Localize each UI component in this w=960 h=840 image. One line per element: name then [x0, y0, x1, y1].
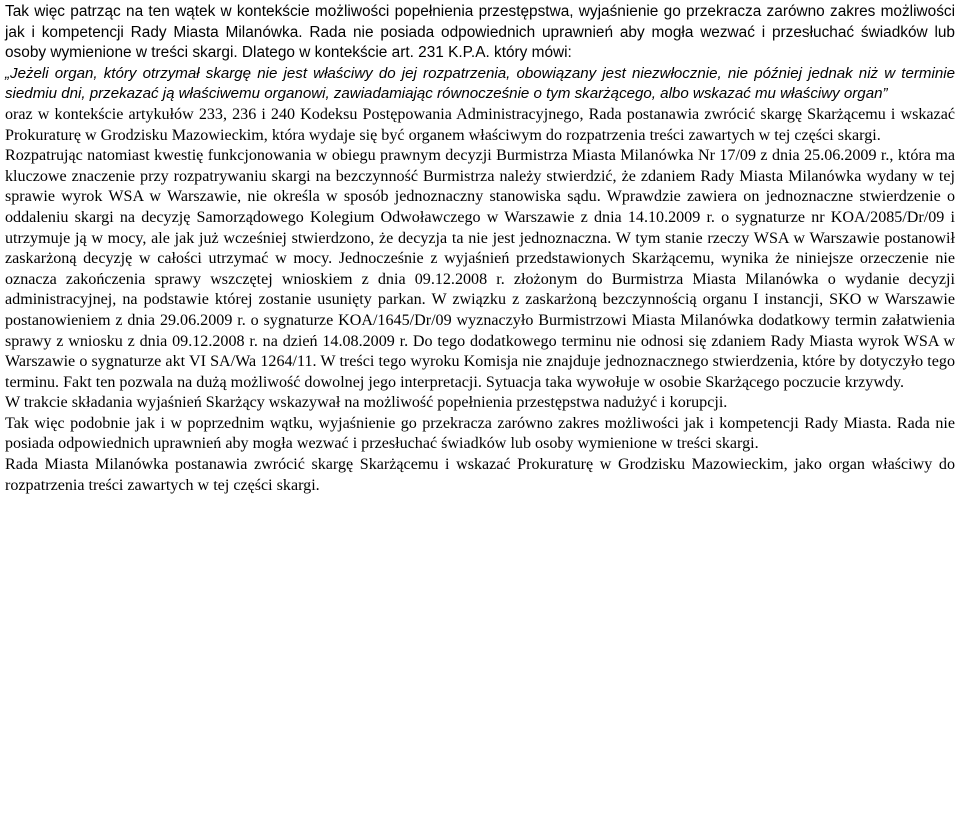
paragraph-decision-2: Rada Miasta Milanówka postanawia zwrócić skargę Skarżącemu i wskazać Prokuraturę w Grodzisku Mazowieckim, jako organ właściwy do rozpatrzenia treści zawartych w tej części skargi.: [5, 456, 955, 494]
paragraph-analysis: Rozpatrując natomiast kwestię funkcjonowania w obiegu prawnym decyzji Burmistrza Miasta Milanówka Nr 17/09 z dnia 25.06.2009 r., która ma kluczowe znaczenie przy rozpatrywaniu skargi na bezczynność Burmistrza należy stwierdzić, że zdaniem Rady Miasta Milanówka wydany w tej sprawie wyrok WSA w Warszawie, nie określa w sposób jednoznaczny stanowiska sądu. Wprawdzie zawiera on jednoznaczne stwierdzenie o oddaleniu skargi na decyzję Samorządowego Kolegium Odwoławczego w Warszawie z dnia 14.10.2009 r. o sygnaturze nr KOA/2085/Dr/09 i utrzymuje ją w mocy, ale jak już wcześniej stwierdzono, że decyzja ta nie jest jednoznaczna. W tym stanie rzeczy WSA w Warszawie postanowił zaskarżoną decyzję w całości utrzymać w mocy. Jednocześnie z wyjaśnień przedstawionych Skarżącemu, wynika że niniejsze orzeczenie nie oznacza zakończenia sprawy wszczętej wnioskiem z dnia 09.12.2008 r. złożonym do Burmistrza Miasta Milanówka o wydanie decyzji administracyjnej, na podstawie której zostanie usunięty parkan. W związku z zaskarżoną bezczynnością organu I instancji, SKO w Warszawie postanowieniem z dnia 29.06.2009 r. o sygnaturze KOA/1645/Dr/09 wyznaczyło Burmistrzowi Miasta Milanówka dodatkowy termin załatwienia sprawy z wniosku z dnia 09.12.2008 r. na dzień 14.08.2009 r. Do tego dodatkowego terminu nie odnosi się zdaniem Rady Miasta wyrok WSA w Warszawie o sygnaturze akt VI SA/Wa 1264/11. W treści tego wyroku Komisja nie znajduje jednoznacznego stwierdzenia, które by dotyczyło tego terminu. Fakt ten pozwala na dużą możliwość dowolnej jego interpretacji. Sytuacja taka wywołuje w osobie Skarżącego poczucie krzywdy.: [5, 147, 955, 391]
paragraph-intro: Tak więc patrząc na ten wątek w kontekście możliwości popełnienia przestępstwa, wyjaśnienie go przekracza zarówno zakres możliwości jak i kompetencji Rady Miasta Milanówka. Rada nie posiada odpowiednich uprawnień aby mogła wezwać i przesłuchać świadków lub osoby wymienione w treści skargi. Dlatego w kontekście art. 231 K.P.A. który mówi:: [5, 3, 955, 62]
paragraph-corruption-claim: W trakcie składania wyjaśnień Skarżący wskazywał na możliwość popełnienia przestępstwa nadużyć i korupcji.: [5, 394, 728, 412]
paragraph-decision-1: oraz w kontekście artykułów 233, 236 i 240 Kodeksu Postępowania Administracyjnego, Rada postanawia zwrócić skargę Skarżącemu i wskazać Prokuraturę w Grodzisku Mazowieckim, która wydaje się być organem właściwym do rozpatrzenia treści zawartych w tej części skargi.: [5, 105, 955, 144]
paragraph-competence: Tak więc podobnie jak i w poprzednim wątku, wyjaśnienie go przekracza zarówno zakres możliwości jak i kompetencji Rady Miasta. Rada nie posiada odpowiednich uprawnień aby mogła wezwać i przesłuchać świadków lub osoby wymienione w treści skargi.: [5, 414, 955, 453]
paragraph-kpa-quote: „Jeżeli organ, który otrzymał skargę nie jest właściwy do jej rozpatrzenia, obowiązany jest niezwłocznie, nie później jednak niż w terminie siedmiu dni, przekazać ją właściwemu organowi, zawiadamiając równocześnie o tym skarżącego, albo wskazać mu właściwy organ”: [5, 64, 955, 103]
